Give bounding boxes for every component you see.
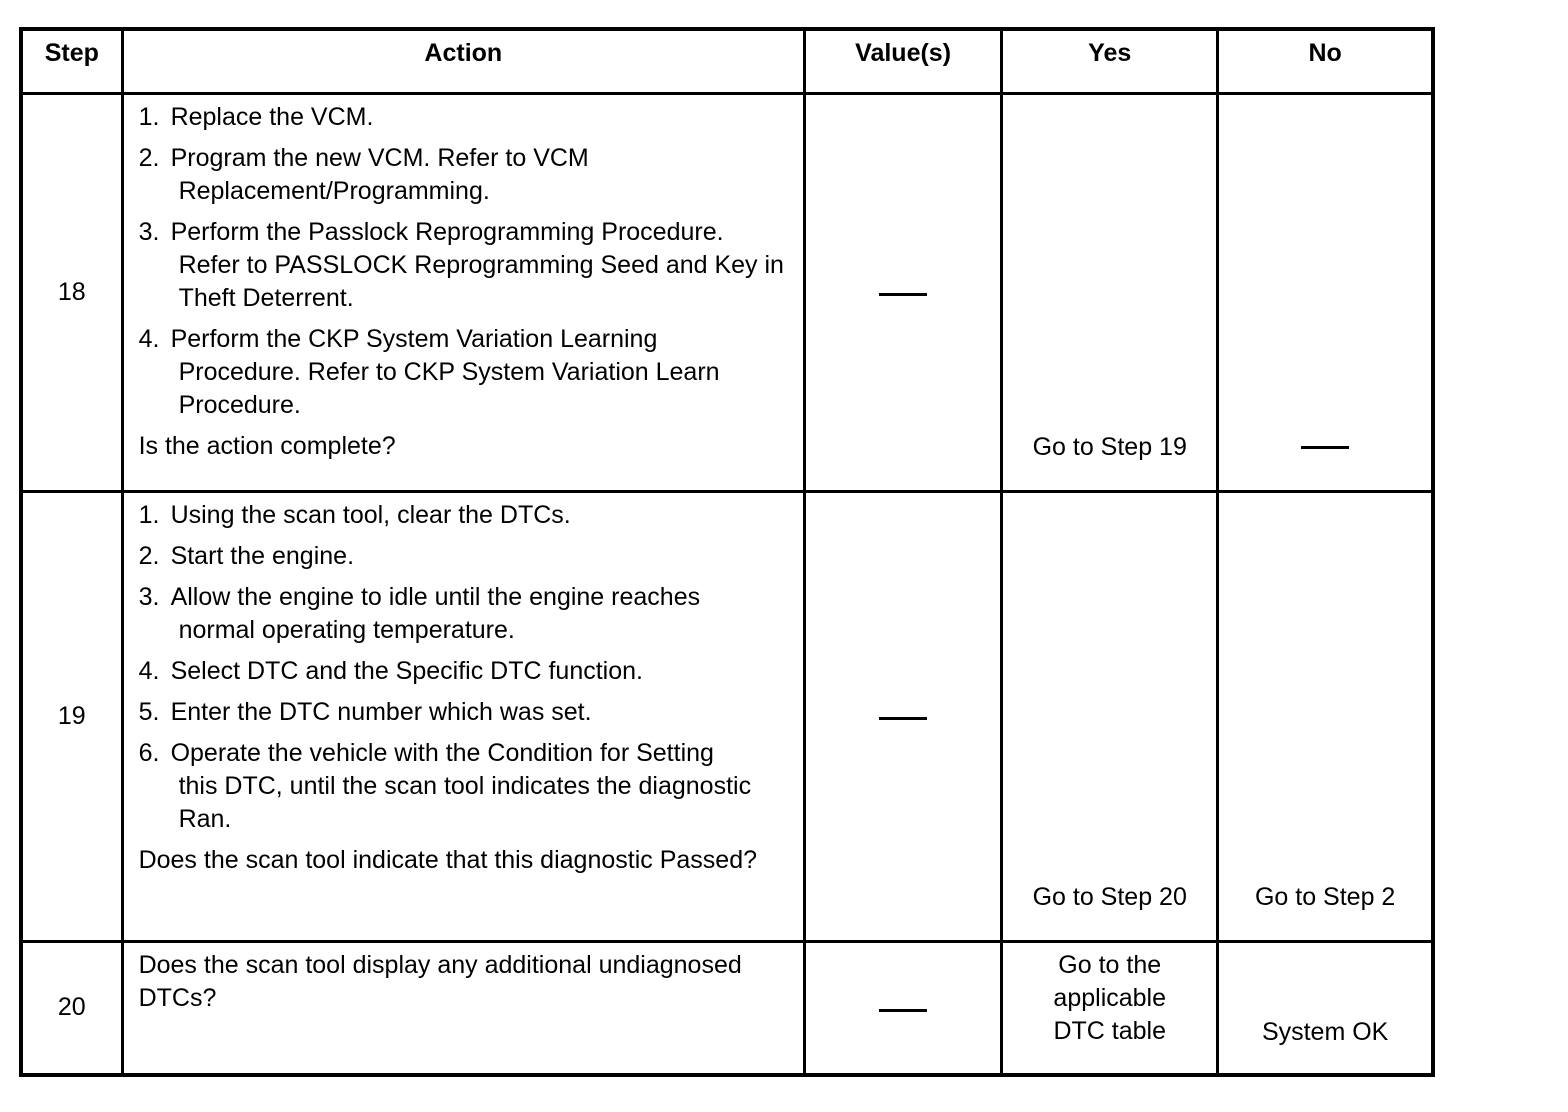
empty-value-dash <box>879 717 927 720</box>
empty-value-dash <box>879 293 927 296</box>
value-cell <box>805 491 1002 941</box>
action-item: 5. Enter the DTC number which was set. <box>138 697 592 726</box>
action-list <box>139 499 795 836</box>
empty-value-dash <box>879 1009 927 1012</box>
action-cell <box>122 93 804 491</box>
action-item: 1. Using the scan tool, clear the DTCs. <box>138 500 571 529</box>
action-item: 4. Perform the CKP System Variation Learning Procedure. Refer to CKP System Variation Learn Procedure. <box>138 324 720 419</box>
action-item: 2. Program the new VCM. Refer to VCM Replacement/Programming. <box>138 143 589 205</box>
action-cell <box>122 941 804 1075</box>
diagnostic-table <box>19 27 1435 1077</box>
header-yes: Yes <box>1002 29 1218 93</box>
yes-cell: Go to the applicable DTC table <box>1002 941 1218 1075</box>
action-item: 1. Replace the VCM. <box>138 102 374 131</box>
no-cell: Go to Step 2 <box>1218 491 1433 941</box>
step-number: 19 <box>21 491 122 941</box>
header-action: Action <box>122 29 804 93</box>
action-question: Is the action complete? <box>138 431 396 460</box>
action-question: Does the scan tool display any additional undiagnosed DTCs? <box>138 950 742 1012</box>
step-number: 20 <box>21 941 122 1075</box>
action-list <box>139 101 795 422</box>
value-cell <box>805 93 1002 491</box>
yes-cell: Go to Step 19 <box>1002 93 1218 491</box>
action-question: Does the scan tool indicate that this diagnostic Passed? <box>138 845 757 874</box>
no-cell <box>1218 93 1433 491</box>
empty-value-dash <box>1301 446 1349 449</box>
header-values: Value(s) <box>805 29 1002 93</box>
action-item: 4. Select DTC and the Specific DTC function. <box>138 656 643 685</box>
action-item: 3. Allow the engine to idle until the engine reaches normal operating temperature. <box>138 582 701 644</box>
header-no: No <box>1218 29 1433 93</box>
table-row <box>21 93 1433 491</box>
yes-cell: Go to Step 20 <box>1002 491 1218 941</box>
value-cell <box>805 941 1002 1075</box>
step-number: 18 <box>21 93 122 491</box>
no-cell: System OK <box>1218 941 1433 1075</box>
action-item: 6. Operate the vehicle with the Condition for Setting this DTC, until the scan tool indicates the diagnostic Ran. <box>138 738 752 833</box>
action-item: 2. Start the engine. <box>138 541 355 570</box>
table-row <box>21 491 1433 941</box>
action-cell <box>122 491 804 941</box>
header-row <box>21 29 1433 93</box>
table-row <box>21 941 1433 1075</box>
header-step: Step <box>21 29 122 93</box>
action-item: 3. Perform the Passlock Reprogramming Procedure. Refer to PASSLOCK Reprogramming Seed and Key in Theft Deterrent. <box>138 217 784 312</box>
